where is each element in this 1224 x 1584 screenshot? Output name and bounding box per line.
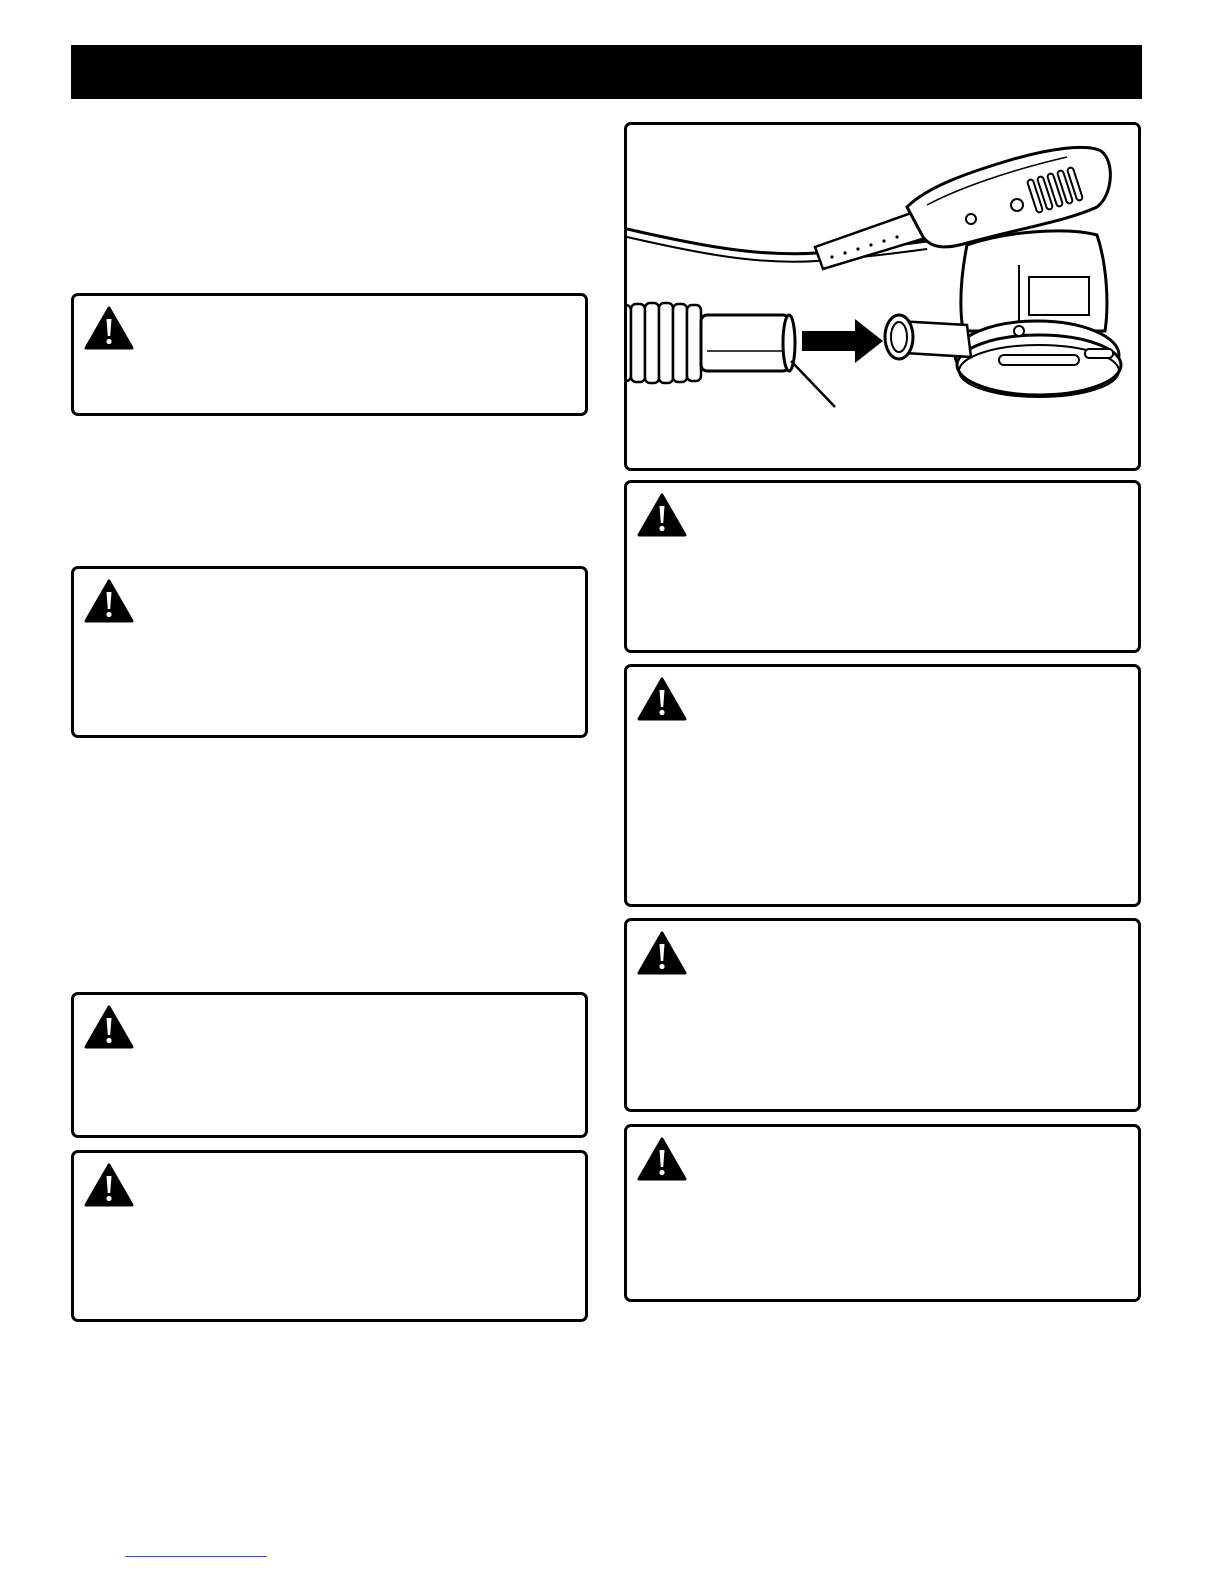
sander-figure	[624, 122, 1141, 471]
warning-triangle-icon	[637, 677, 687, 721]
warning-triangle-icon	[637, 931, 687, 975]
orbital-sander-with-dust-hose-icon	[627, 125, 1138, 468]
warning-triangle-icon	[84, 1005, 134, 1049]
warning-box-left-1	[71, 293, 588, 416]
warning-triangle-icon	[637, 493, 687, 537]
section-header-bar	[71, 45, 1142, 99]
footer-link-underline[interactable]	[125, 1556, 267, 1557]
warning-box-right-3	[624, 918, 1141, 1112]
warning-triangle-icon	[84, 306, 134, 350]
warning-box-right-2	[624, 664, 1141, 907]
warning-box-left-4	[71, 1150, 588, 1322]
warning-triangle-icon	[84, 1163, 134, 1207]
warning-box-right-1	[624, 480, 1141, 653]
warning-triangle-icon	[84, 579, 134, 623]
warning-box-right-4	[624, 1124, 1141, 1302]
warning-triangle-icon	[637, 1137, 687, 1181]
warning-box-left-3	[71, 992, 588, 1138]
warning-box-left-2	[71, 566, 588, 738]
